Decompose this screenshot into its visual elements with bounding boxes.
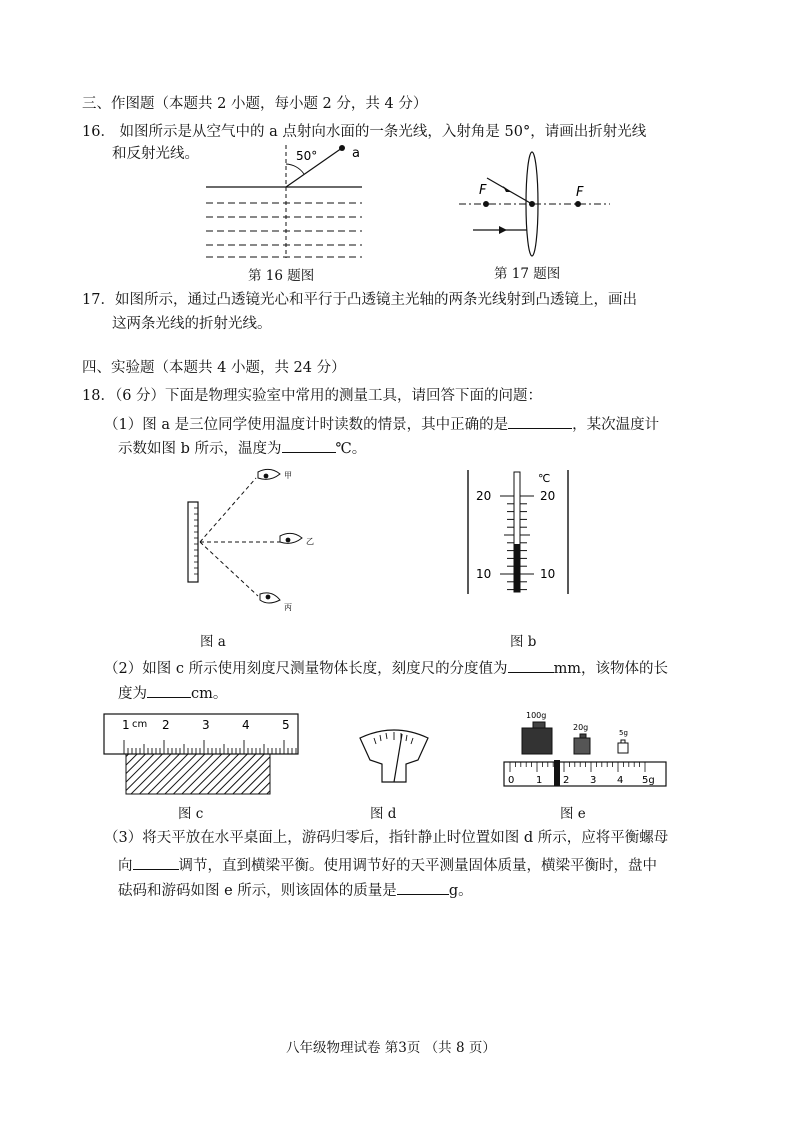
point-a-label: a bbox=[352, 146, 360, 161]
weight-20g bbox=[574, 738, 590, 754]
figure-c bbox=[102, 712, 302, 796]
q18-p1-text-a: （1）图 a 是三位同学使用温度计时读数的情景，其中正确的是 bbox=[104, 417, 509, 433]
therm-label-right-20: 20 bbox=[540, 489, 556, 503]
weight-100g bbox=[522, 728, 552, 754]
therm-label-left-10: 10 bbox=[476, 567, 492, 581]
q18-p2-line2 bbox=[118, 683, 227, 703]
ruler-label-4: 4 bbox=[242, 718, 250, 732]
figure-b bbox=[462, 468, 574, 596]
focus-right-dot bbox=[575, 201, 581, 207]
fig-e-caption: 图 e bbox=[560, 806, 586, 822]
answer-blank-temperature[interactable] bbox=[282, 438, 336, 453]
focus-left-label: F bbox=[479, 183, 487, 198]
beam-label-0: 0 bbox=[508, 775, 515, 786]
weight-20g-knob bbox=[580, 734, 586, 738]
figure-16 bbox=[200, 140, 370, 265]
beam-label-4: 4 bbox=[617, 775, 624, 786]
q18-p3-line2 bbox=[118, 855, 657, 875]
eye-yi-icon bbox=[280, 533, 302, 543]
q18-p2-text-d: cm。 bbox=[191, 686, 228, 702]
q18-p1-line1 bbox=[104, 414, 659, 434]
answer-blank-division[interactable] bbox=[508, 658, 554, 673]
answer-blank-direction[interactable] bbox=[133, 855, 179, 870]
eye-label-yi: 乙 bbox=[306, 537, 314, 546]
q16-line1: 16． 如图所示是从空气中的 a 点射向水面的一条光线，入射角是 50°，请画出折射光线 bbox=[82, 124, 647, 140]
weight-100g-label: 100g bbox=[526, 711, 547, 720]
ray1-arrow bbox=[503, 186, 511, 192]
answer-blank-mass[interactable] bbox=[397, 880, 449, 895]
figure-d bbox=[356, 724, 432, 786]
beam-label-5g: 5g bbox=[642, 775, 655, 786]
q18-p3-line1: （3）将天平放在水平桌面上，游码归零后，指针静止时位置如图 d 所示，应将平衡螺母 bbox=[104, 830, 669, 846]
eye-jia-pupil bbox=[264, 474, 269, 479]
angle-label: 50° bbox=[296, 149, 318, 163]
q18-p2-text-a: （2）如图 c 所示使用刻度尺测量物体长度，刻度尺的分度值为 bbox=[104, 661, 508, 677]
answer-blank-correct-student[interactable] bbox=[508, 414, 572, 429]
ruler-unit: cm bbox=[132, 719, 148, 730]
figure-17 bbox=[455, 146, 615, 264]
q18-p1-text-c: 示数如图 b 所示，温度为 bbox=[118, 441, 282, 457]
q16-line2: 和反射光线。 bbox=[112, 146, 199, 162]
ruler-label-1: 1 bbox=[122, 718, 130, 732]
ruler-label-2: 2 bbox=[162, 718, 170, 732]
page-footer: 八年级物理试卷 第3页 （共 8 页） bbox=[286, 1040, 496, 1056]
q18-p1-line2 bbox=[118, 438, 366, 458]
figure-e bbox=[500, 708, 670, 790]
q18-p2-line1 bbox=[104, 658, 668, 678]
q18-p3-line3 bbox=[118, 880, 473, 900]
section-3-title: 三、作图题（本题共 2 小题，每小题 2 分，共 4 分） bbox=[82, 96, 428, 112]
focus-right-label: F bbox=[576, 185, 584, 200]
figure-a bbox=[180, 466, 320, 616]
q17-line1: 17．如图所示，通过凸透镜光心和平行于凸透镜主光轴的两条光线射到凸透镜上，画出 bbox=[82, 292, 637, 308]
fig-d-caption: 图 d bbox=[370, 806, 397, 822]
point-a bbox=[339, 145, 345, 151]
q18-p3-text-b: 调节，直到横梁平衡。使用调节好的天平测量固体质量，横梁平衡时，盘中 bbox=[178, 858, 657, 874]
beam-label-2: 2 bbox=[563, 775, 570, 786]
measured-object bbox=[126, 754, 270, 794]
q18-intro: 18．（6 分）下面是物理实验室中常用的测量工具，请回答下面的问题： bbox=[82, 388, 543, 404]
eye-jia-icon bbox=[258, 469, 280, 479]
section-4-title: 四、实验题（本题共 4 小题，共 24 分） bbox=[82, 360, 346, 376]
fig17-caption: 第 17 题图 bbox=[494, 266, 561, 282]
ray2-arrow bbox=[499, 226, 507, 234]
weight-5g-label: 5g bbox=[619, 729, 628, 737]
therm-label-right-10: 10 bbox=[540, 567, 556, 581]
q18-p2-text-c: 度为 bbox=[118, 686, 147, 702]
fig-b-caption: 图 b bbox=[510, 634, 537, 650]
fig-a-caption: 图 a bbox=[200, 634, 226, 650]
fig16-caption: 第 16 题图 bbox=[248, 268, 315, 284]
rider bbox=[554, 760, 560, 786]
answer-blank-length[interactable] bbox=[147, 683, 191, 698]
liquid-column bbox=[514, 544, 520, 592]
q18-p3-text-a: 向 bbox=[118, 858, 133, 874]
q17-line2: 这两条光线的折射光线。 bbox=[112, 316, 272, 332]
sight-lines bbox=[200, 478, 280, 596]
eye-label-bing: 丙 bbox=[284, 603, 292, 612]
eye-bing-pupil bbox=[266, 595, 271, 600]
q18-p1-text-d: ℃。 bbox=[335, 441, 367, 457]
weight-100g-knob bbox=[533, 722, 545, 728]
beam-label-1: 1 bbox=[536, 775, 543, 786]
eye-label-jia: 甲 bbox=[284, 471, 292, 480]
q18-p3-text-c: 砝码和游码如图 e 所示，则该固体的质量是 bbox=[118, 883, 397, 899]
beam-label-3: 3 bbox=[590, 775, 597, 786]
q18-p2-text-b: mm，该物体的长 bbox=[553, 661, 669, 677]
eye-yi-pupil bbox=[286, 538, 291, 543]
therm-unit: ℃ bbox=[538, 472, 551, 485]
angle-arc bbox=[286, 164, 304, 174]
q18-p3-text-d: g。 bbox=[448, 883, 473, 899]
ruler-label-5: 5 bbox=[282, 718, 290, 732]
therm-label-left-20: 20 bbox=[476, 489, 492, 503]
fig-c-caption: 图 c bbox=[178, 806, 204, 822]
water-dashes bbox=[206, 203, 362, 257]
ruler-label-3: 3 bbox=[202, 718, 210, 732]
q18-p1-text-b: ，某次温度计 bbox=[572, 417, 660, 433]
weight-5g bbox=[618, 743, 628, 753]
weight-20g-label: 20g bbox=[573, 723, 589, 732]
focus-left-dot bbox=[483, 201, 489, 207]
